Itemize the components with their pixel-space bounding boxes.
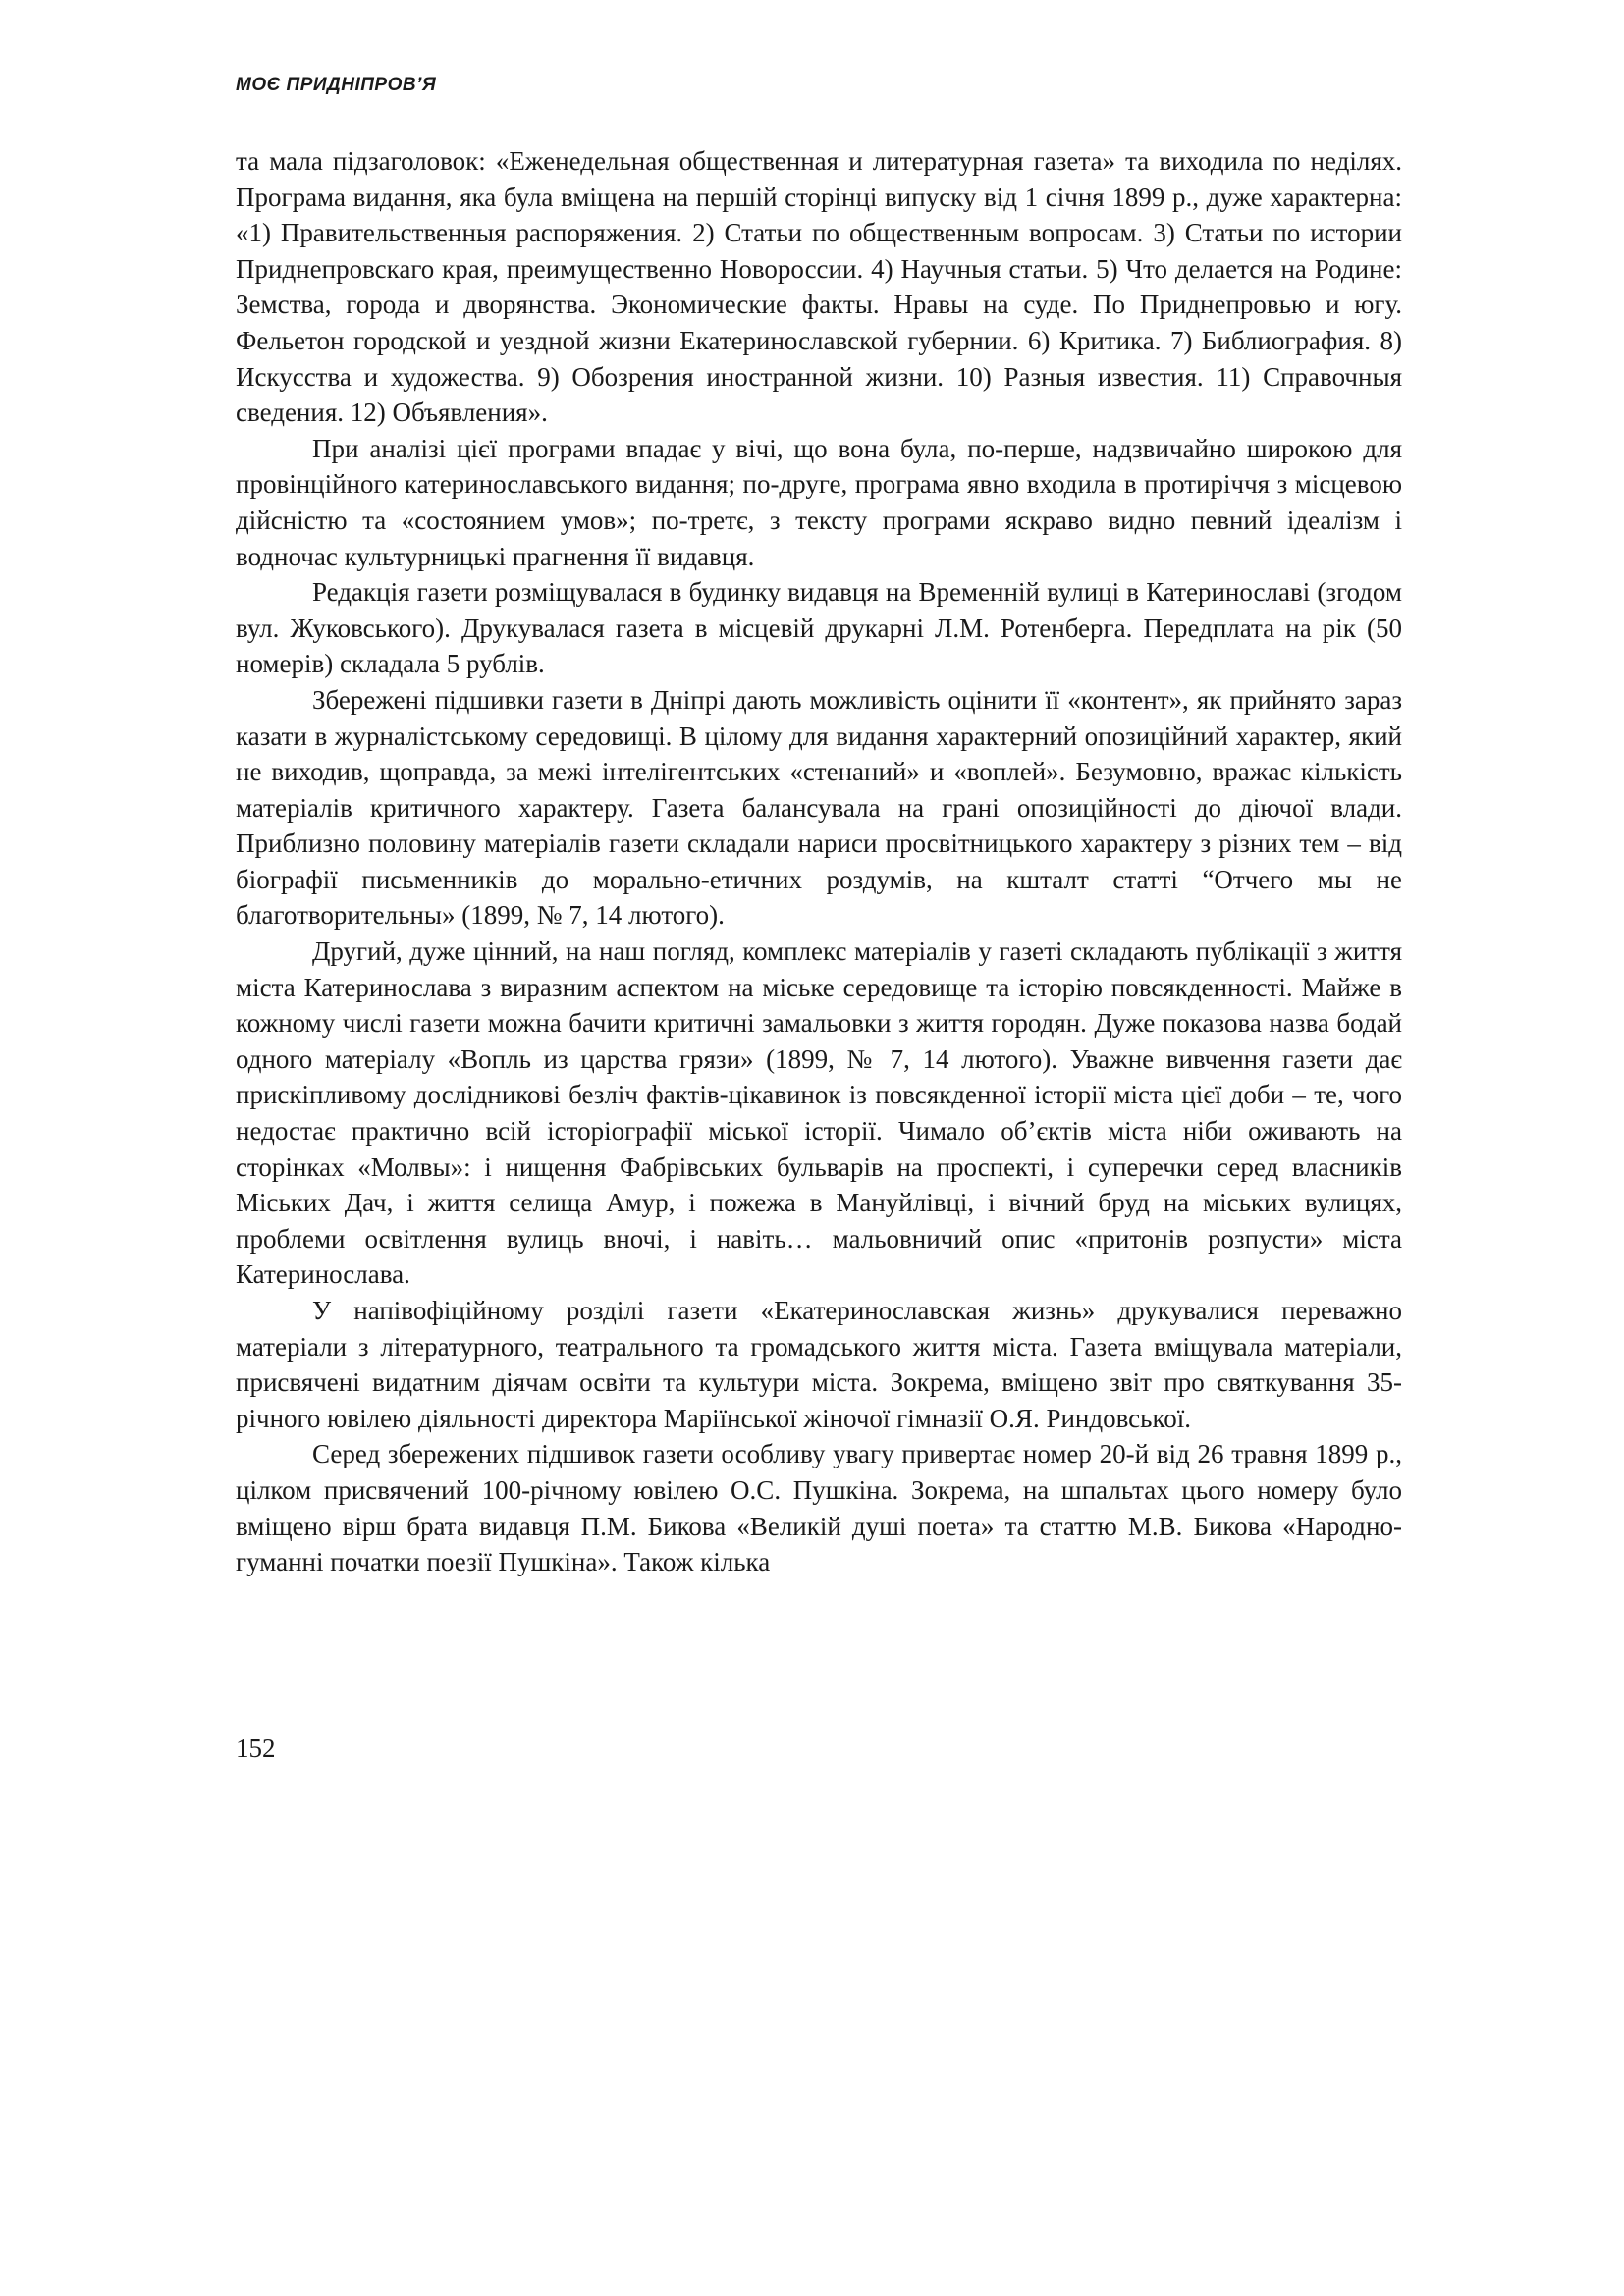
paragraph-2: При аналізі цієї програми впадає у вічі, що вона була, по-перше, надзвичайно широкою для провінційного катеринославського видання; по-друге, програма явно входила в протиріччя з місцевою дійсністю та «состоянием умов»; по-третє, з тексту програми яскраво видно певний ідеалізм і водночас культурницькі прагнення її видавця. bbox=[236, 433, 1402, 571]
page-number: 152 bbox=[236, 1734, 276, 1763]
paragraph-1: та мала підзаголовок: «Еженедельная общественная и литературная газета» та виходила по неділях. Програма видання, яка була вміщена на першій сторінці випуску від 1 січня 1899 р., дуже характерна: «1) Правительственныя распоряжения. 2) Статьи по общественным вопросам. 3) Статьи по истории Приднепровскаго края, преимущественно Новороссии. 4) Научныя статьи. 5) Что делается на Родине: Земства, города и дворянства. Экономические факты. Нравы на суде. По Приднепровью и югу. Фельетон городской и уездной жизни Екатеринославской губернии. 6) Критика. 7) Библиография. 8) Искусства и художества. 9) Обозрения иностранной жизни. 10) Разныя известия. 11) Справочныя сведения. 12) Объявления». bbox=[236, 146, 1402, 428]
body-text bbox=[236, 143, 1402, 1580]
paragraph-6: У напівофіційному розділі газети «Екатеринославская жизнь» друкувалися переважно матеріали з літературного, театрального та громадського життя міста. Газета вміщувала матеріали, присвячені видатним діячам освіти та культури міста. Зокрема, вміщено звіт про святкування 35-річного ювілею діяльності директора Маріїнської жіночої гімназії О.Я. Риндовської. bbox=[236, 1296, 1402, 1433]
paragraph-7: Серед збережених підшивок газети особливу увагу привертає номер 20-й від 26 травня 1899 р., цілком присвячений 100-річному ювілею О.С. Пушкіна. Зокрема, на шпальтах цього номеру було вміщено вірш брата видавця П.М. Бикова «Великій душі поета» та статтю М.В. Бикова «Народно-гуманні початки поезії Пушкіна». Також кілька bbox=[236, 1439, 1402, 1577]
paragraph-3: Редакція газети розміщувалася в будинку видавця на Временній вулиці в Катеринославі (згодом вул. Жуковського). Друкувалася газета в місцевій друкарні Л.М. Ротенберга. Передплата на рік (50 номерів) складала 5 рублів. bbox=[236, 577, 1402, 679]
paragraph-4: Збережені підшивки газети в Дніпрі дають можливість оцінити її «контент», як прийнято зараз казати в журналістському середовищі. В цілому для видання характерний опозиційний характер, який не виходив, щоправда, за межі інтелігентських «стенаний» и «воплей». Безумовно, вражає кількість матеріалів критичного характеру. Газета балансувала на грані опозиційності до діючої влади. Приблизно половину матеріалів газети складали нариси просвітницького характеру з різних тем – від біографії письменників до морально-етичних роздумів, на кшталт статті “Отчего мы не благотворительны» (1899, № 7, 14 лютого). bbox=[236, 684, 1402, 931]
running-header: МОЄ ПРИДНІПРОВ’Я bbox=[236, 75, 437, 95]
paragraph-5: Другий, дуже цінний, на наш погляд, комплекс матеріалів у газеті складають публікації з життя міста Катеринослава з виразним аспектом на міське середовище та історію повсякденності. Майже в кожному числі газети можна бачити критичні замальовки з життя городян. Дуже показова назва бодай одного матеріалу «Вопль из царства грязи» (1899, № 7, 14 лютого). Уважне вивчення газети дає прискіпливому дослідникові безліч фактів-цікавинок із повсякденної історії міста цієї доби – те, чого недостає практично всій історіографії міської історії. Чимало об’єктів міста ніби оживають на сторінках «Молвы»: і нищення Фабрівських бульварів на проспекті, і суперечки серед власників Міських Дач, і життя селища Амур, і пожежа в Мануйлівці, і вічний бруд на міських вулицях, проблеми освітлення вулиць вночі, і навіть… мальовничий опис «притонів розпусти» міста Катеринослава. bbox=[236, 936, 1402, 1290]
